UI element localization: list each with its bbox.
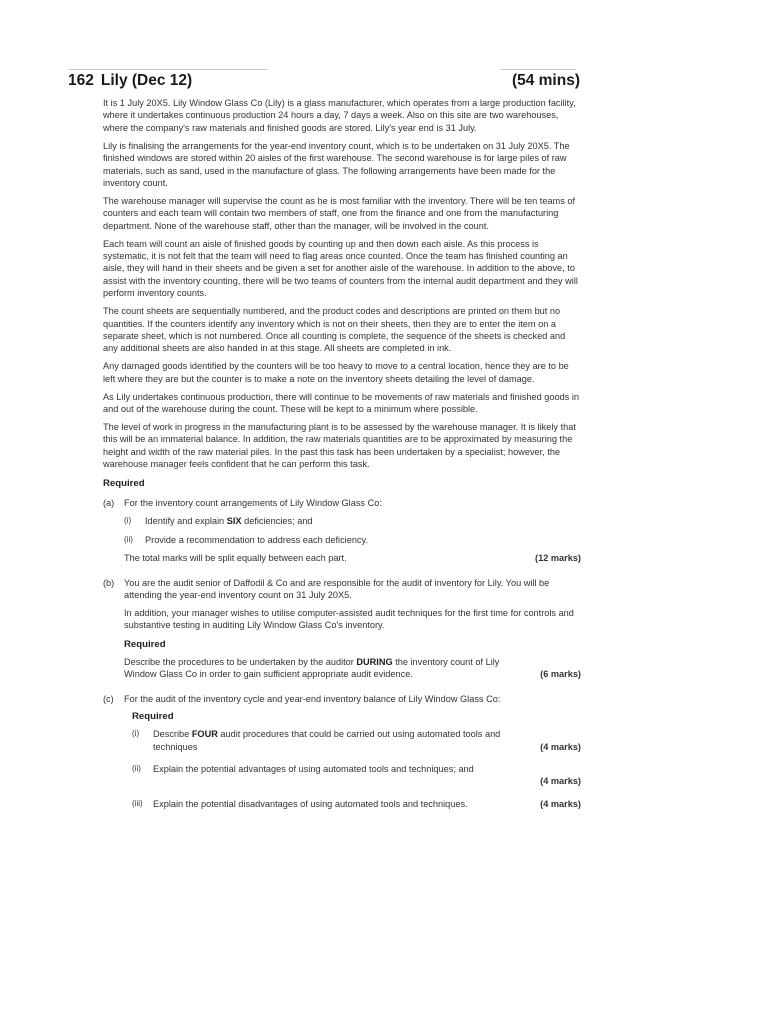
part-b-marks: (6 marks) — [540, 669, 581, 680]
part-c-iii — [132, 798, 581, 810]
part-c-ii — [132, 763, 581, 788]
part-c-i-line-2 — [153, 741, 581, 753]
part-a-ii-text: Provide a recommendation to address each deficiency. — [145, 534, 369, 545]
part-c-ii-label: (ii) — [132, 763, 141, 773]
part-b — [103, 577, 581, 681]
part-a-label: (a) — [103, 497, 115, 508]
intro-paragraph-7: As Lily undertakes continuous production, there will continue to be movements of raw materials and finished goods in and out of the warehouse during the count. These will be kept to a minimum where possible. — [103, 391, 579, 414]
part-c-label: (c) — [103, 693, 114, 704]
intro-paragraph-3: The warehouse manager will supervise the count as he is most familiar with the inventory. There will be ten teams of counters and each team will contain two members of staff, one from the finance and one from the manufacturing department. None of the warehouse staff, other than the manager, will be involved in the count. — [103, 195, 576, 231]
question-number: 162 — [68, 72, 94, 89]
part-a-i — [124, 515, 581, 527]
part-c-i-label: (i) — [132, 729, 140, 739]
part-c-i-text-end: audit procedures that could be carried out using automated tools and — [217, 729, 501, 740]
part-c-text: For the audit of the inventory cycle and year-end inventory balance of Lily Window Glass Co: — [124, 693, 501, 704]
question-title-group — [68, 72, 199, 90]
part-b-requirement — [124, 656, 581, 668]
question-time: (54 mins) — [511, 72, 580, 89]
part-a-i-text-end: deficiencies; and — [241, 516, 313, 527]
part-b-req-text-end: the inventory count of Lily — [392, 657, 500, 668]
part-c-ii-text: Explain the potential advantages of using automated tools and techniques; and — [153, 763, 474, 774]
intro-paragraph-6: Any damaged goods identified by the counters will be too heavy to move to a central location, hence they are to be left where they are but the counter is to make a note on the inventory sheets detailing the level of damage. — [103, 361, 569, 384]
part-c-i-line-1 — [153, 728, 581, 740]
part-b-label: (b) — [103, 577, 115, 588]
part-a-i-label: (i) — [124, 516, 132, 526]
intro-paragraph-2: Lily is finalising the arrangements for the year-end inventory count, which is to be undertaken on 31 July 20X5. The finished windows are stored within 20 aisles of the first warehouse. The second warehouse is for large piles of raw materials, such as sand, used in the manufacture of glass. The following arrangements have been made for the inventory count. — [103, 140, 570, 188]
part-c-required: Required — [132, 710, 174, 722]
part-a — [103, 497, 581, 565]
part-a-ii-label: (ii) — [124, 534, 133, 544]
part-a-ii — [124, 534, 581, 546]
part-b-req-bold: DURING — [356, 657, 393, 668]
header-rule-right — [500, 69, 576, 70]
question-title: Lily (Dec 12) — [100, 72, 193, 89]
part-c-iii-line — [153, 798, 581, 810]
part-c-i — [132, 728, 581, 753]
intro-paragraph-5: The count sheets are sequentially numbered, and the product codes and descriptions are printed on them but no quantities. If the counters identify any inventory which is not on their sheets, then they are to enter the item on a separate sheet, which is not numbered. Once all counting is complete, the sequence of the sheets is checked and any additional sheets are also handed in at this stage. All sheets are completed in ink. — [103, 306, 566, 354]
intro-paragraph-8: The level of work in progress in the manufacturing plant is to be assessed by the warehouse manager. It is likely that this will be an immaterial balance. In addition, the raw materials quantities are to be approximated by measuring the height and width of the raw material piles. In the past this task has been undertaken by a specialist; however, the warehouse manager feels confident that he can perform this task. — [103, 421, 576, 470]
part-c-iii-text: Explain the potential disadvantages of using automated tools and techniques. — [153, 798, 468, 809]
part-a-i-bold: SIX — [226, 516, 242, 527]
part-b-required: Required — [124, 638, 166, 650]
part-c-i-bold: FOUR — [191, 729, 218, 740]
part-b-req-text: Describe the procedures to be undertaken by the auditor — [124, 657, 357, 668]
part-c-i-text: Describe — [153, 729, 192, 740]
part-a-text: For the inventory count arrangements of Lily Window Glass Co: — [124, 497, 382, 508]
header-rule-left — [68, 69, 268, 70]
part-c — [103, 693, 581, 810]
part-b-req-line-2-text: Window Glass Co in order to gain sufficient appropriate audit evidence. — [124, 669, 413, 680]
question-header — [68, 72, 580, 90]
intro-paragraph-4: Each team will count an aisle of finished goods by counting up and then down each aisle. As this process is systematic, it is not felt that the team will need to flag areas once counted. Once the team has finished counting an aisle, they will hand in their sheets and be given a set for another aisle of the warehouse. In addition to the above, to assist with the inventory counting, there will be two teams of counters from the internal audit department and they will perform inventory counts. — [103, 238, 578, 299]
part-a-note-line — [124, 552, 581, 564]
part-c-i-line-2-text: techniques — [153, 741, 198, 752]
part-c-iii-label: (iii) — [132, 798, 143, 808]
part-b-text-2: In addition, your manager wishes to utilise computer-assisted audit techniques for the first time for controls and substantive testing in auditing Lily Window Glass Co's inventory. — [124, 607, 574, 631]
part-c-ii-marks-line — [153, 775, 581, 787]
part-a-marks: (12 marks) — [535, 553, 581, 564]
question-body — [103, 97, 581, 816]
intro-paragraph-1: It is 1 July 20X5. Lily Window Glass Co (Lily) is a glass manufacturer, which operates from a large production facility, where it undertakes continuous production 24 hours a day, 7 days a week. Also on this site are two warehouses, where the company's raw materials and finished goods are stored. Lily's year end is 31 July. — [103, 98, 576, 133]
part-a-i-text: Identify and explain — [145, 516, 227, 527]
part-b-text-1: You are the audit senior of Daffodil & Co and are responsible for the audit of inventory for Lily. You will be attending the year-end inventory count on 31 July 20X5. — [124, 577, 550, 600]
required-heading: Required — [103, 478, 145, 490]
part-b-req-line-2 — [124, 668, 581, 680]
part-c-ii-marks: (4 marks) — [540, 776, 581, 787]
part-c-iii-marks: (4 marks) — [540, 798, 581, 809]
part-c-i-marks: (4 marks) — [540, 741, 581, 752]
part-a-note: The total marks will be split equally between each part. — [124, 553, 347, 564]
